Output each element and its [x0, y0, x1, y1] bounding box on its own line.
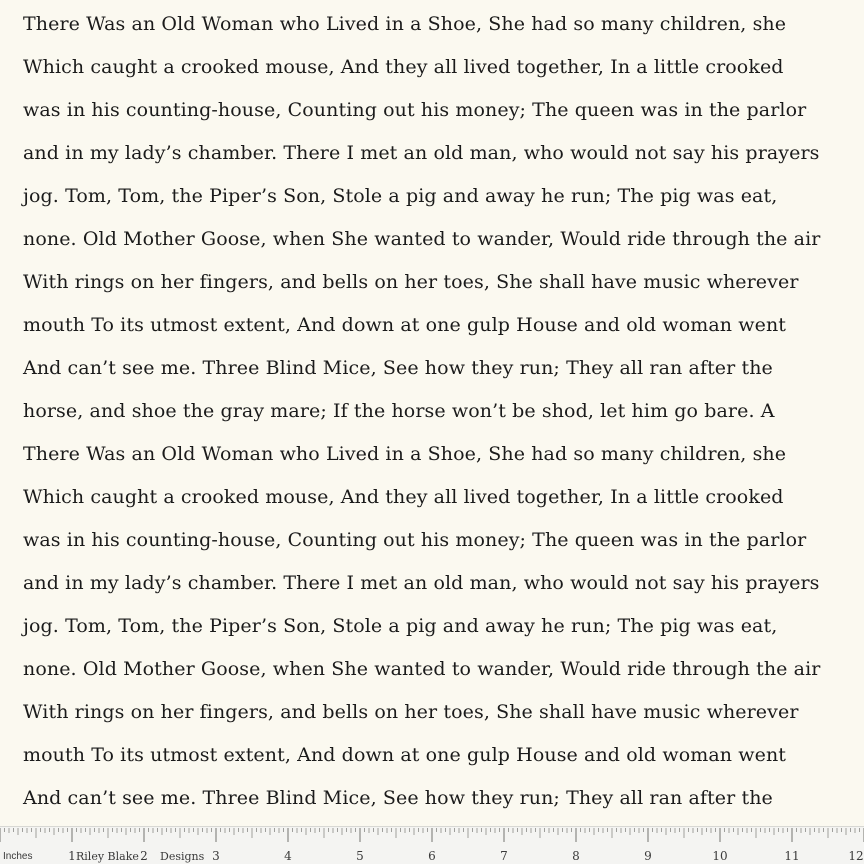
ruler-number: 10 [712, 849, 728, 863]
ruler-number: 6 [428, 849, 436, 863]
text-line: was in his counting-house, Counting out his money; The queen was in the parlor [23, 529, 807, 551]
ruler-number: 8 [572, 849, 580, 863]
text-line: And can’t see me. Three Blind Mice, See how they run; They all ran after the [23, 787, 773, 809]
ruler-number: 5 [356, 849, 364, 863]
ruler-number: 2 [140, 849, 148, 863]
text-line: mouth To its utmost extent, And down at one gulp House and old woman went [23, 744, 787, 766]
text-line: jog. Tom, Tom, the Piper’s Son, Stole a pig and away he run; The pig was eat, [23, 185, 778, 207]
text-line: With rings on her fingers, and bells on her toes, She shall have music wherever [23, 271, 799, 293]
text-line: and in my lady’s chamber. There I met an old man, who would not say his prayers [23, 572, 820, 594]
text-line: Which caught a crooked mouse, And they all lived together, In a little crooked [23, 56, 784, 78]
text-line: mouth To its utmost extent, And down at one gulp House and old woman went [23, 314, 787, 336]
ruler-number: 9 [644, 849, 652, 863]
text-line: none. Old Mother Goose, when She wanted to wander, Would ride through the air [23, 658, 821, 680]
text-line: jog. Tom, Tom, the Piper’s Son, Stole a pig and away he run; The pig was eat, [23, 615, 778, 637]
text-line: With rings on her fingers, and bells on her toes, She shall have music wherever [23, 701, 799, 723]
ruler-number: 1 [68, 849, 76, 863]
ruler-number: 4 [284, 849, 292, 863]
ruler-brand-designs: Designs [160, 850, 205, 863]
ruler-number: 11 [784, 849, 800, 863]
text-line: There Was an Old Woman who Lived in a Shoe, She had so many children, she [23, 443, 787, 465]
text-line: Which caught a crooked mouse, And they all lived together, In a little crooked [23, 486, 784, 508]
text-line: and in my lady’s chamber. There I met an old man, who would not say his prayers [23, 142, 820, 164]
text-line: And can’t see me. Three Blind Mice, See how they run; They all ran after the [23, 357, 773, 379]
ruler-number: 12 [848, 849, 864, 863]
text-line: none. Old Mother Goose, when She wanted to wander, Would ride through the air [23, 228, 821, 250]
text-line: was in his counting-house, Counting out his money; The queen was in the parlor [23, 99, 807, 121]
inch-ruler [0, 826, 864, 864]
text-line: There Was an Old Woman who Lived in a Shoe, She had so many children, she [23, 13, 787, 35]
ruler-brand-name: Riley Blake [76, 850, 139, 863]
ruler-number: 3 [212, 849, 220, 863]
ruler-number: 7 [500, 849, 508, 863]
text-line: horse, and shoe the gray mare; If the horse won’t be shod, let him go bare. A [23, 400, 775, 422]
ruler-unit-label: Inches [3, 851, 33, 862]
